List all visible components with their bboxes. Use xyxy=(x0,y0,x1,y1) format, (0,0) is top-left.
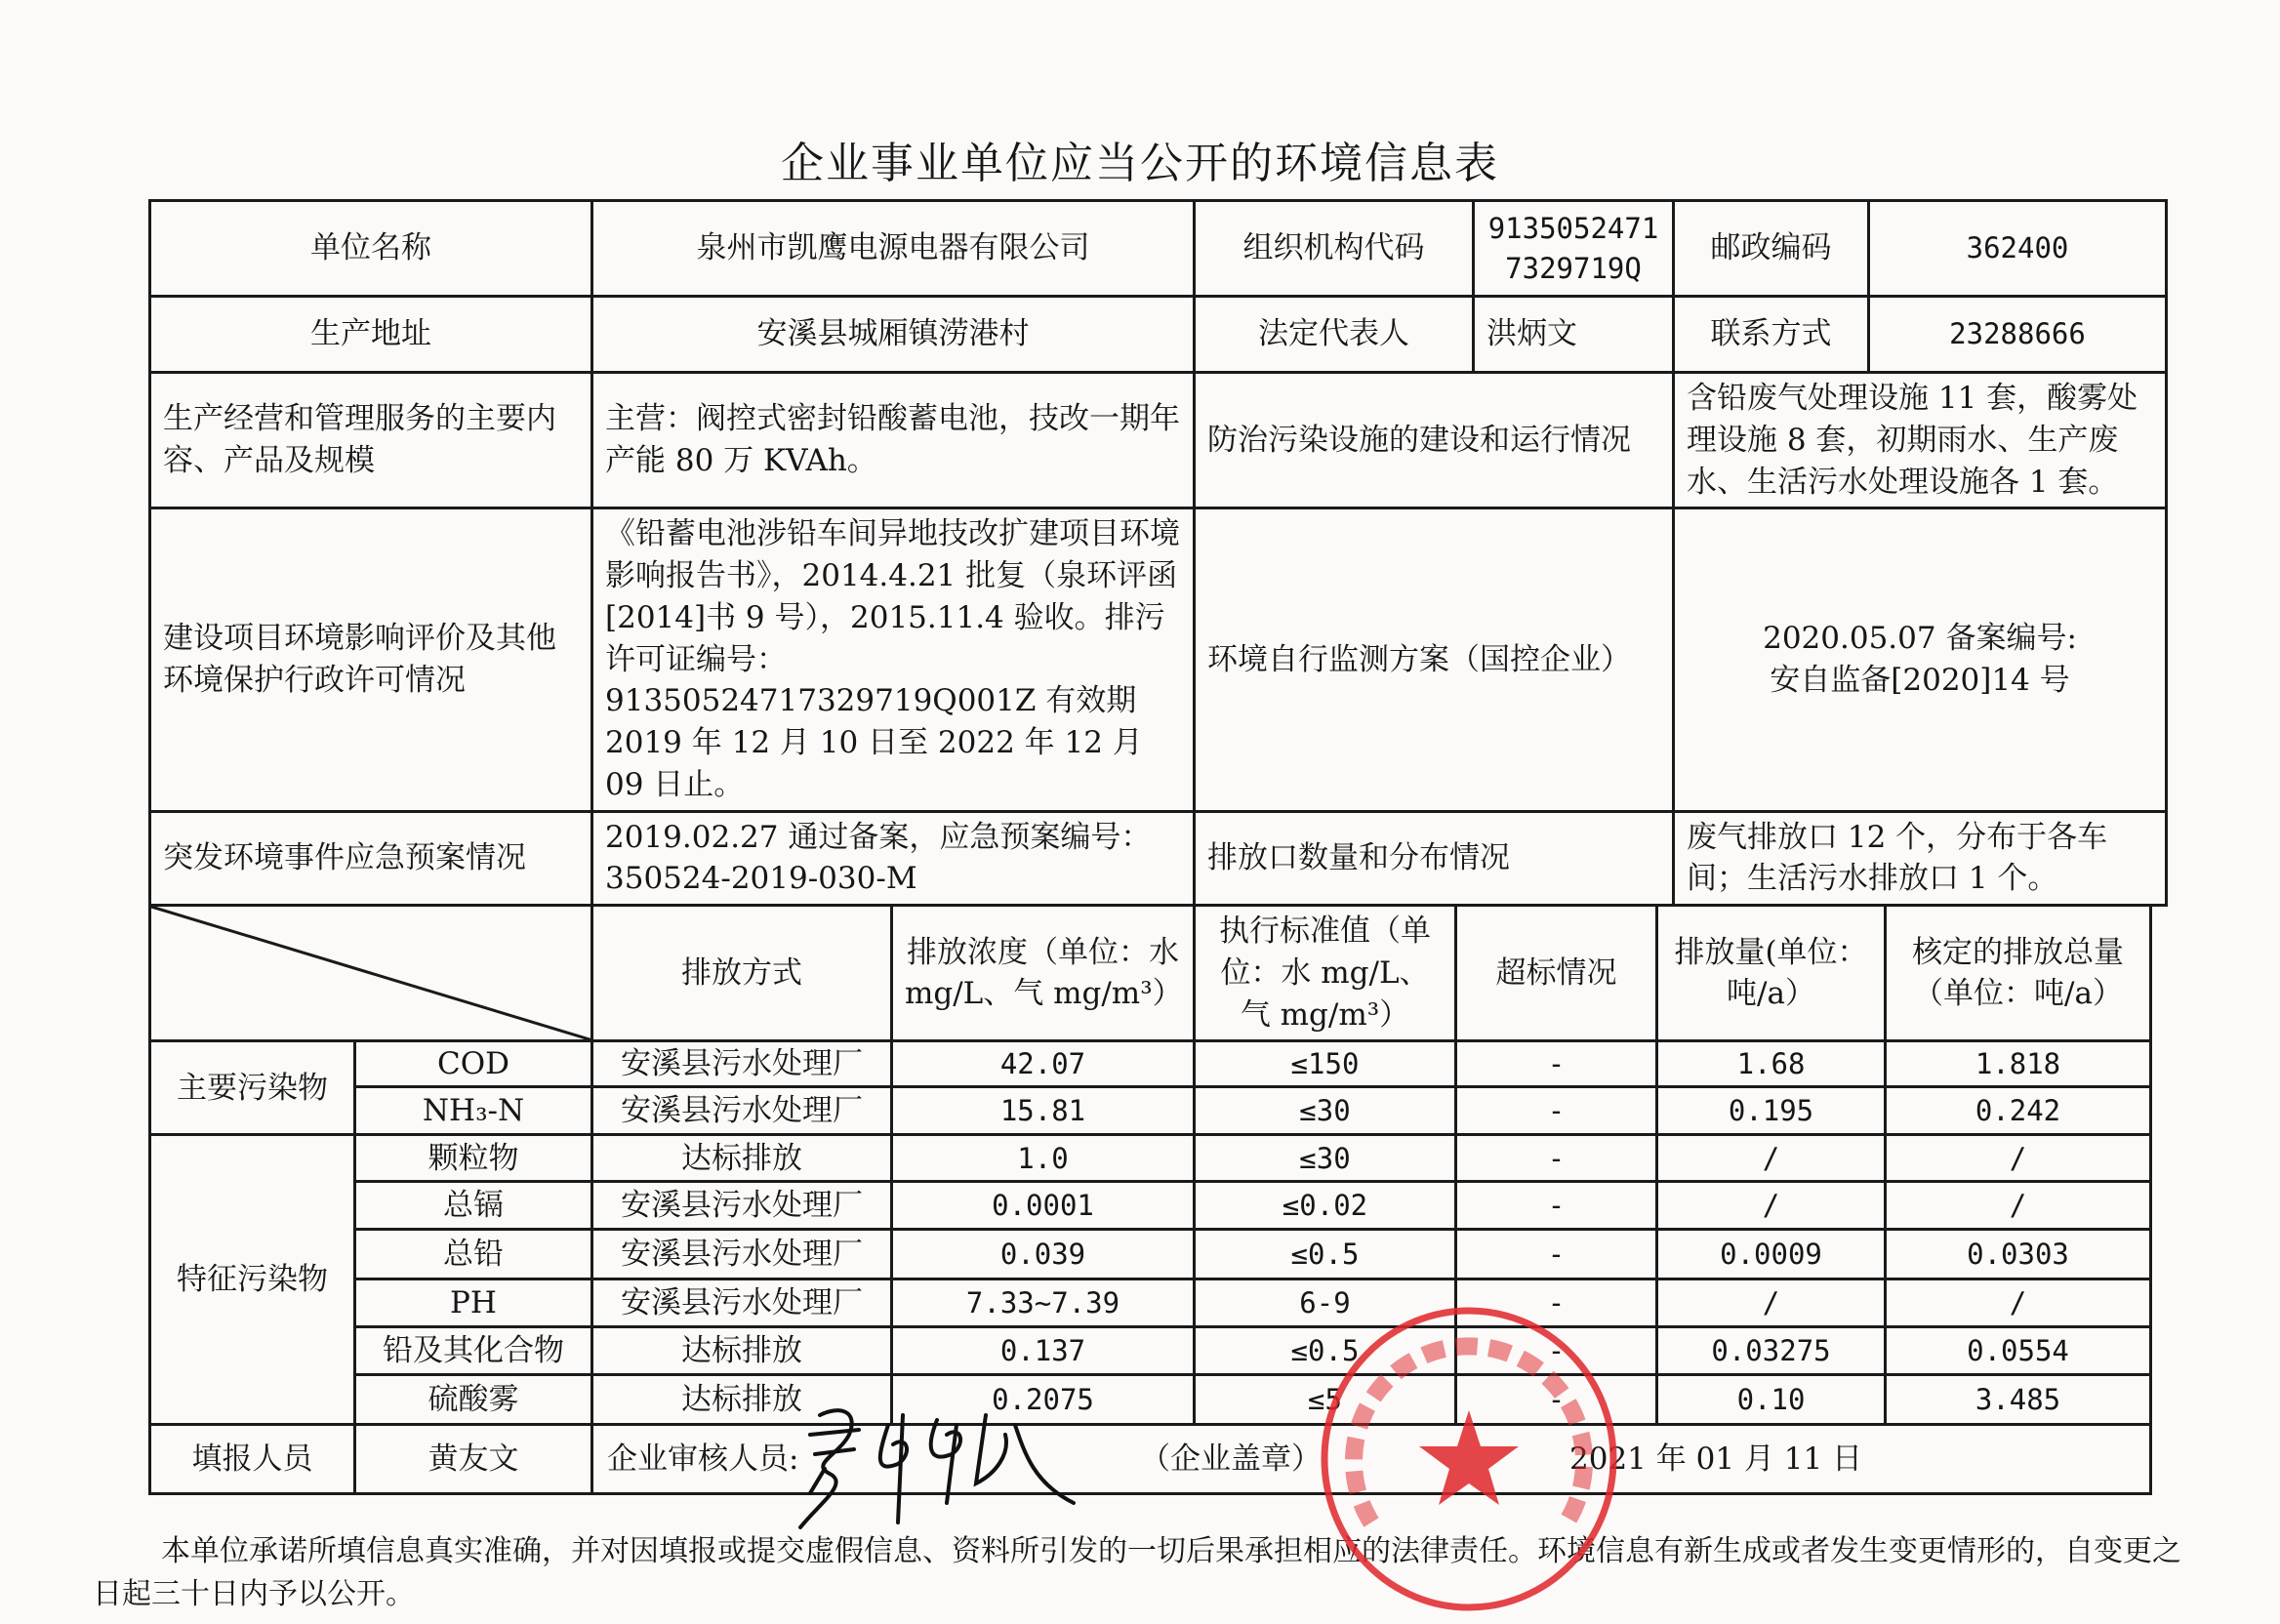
pollutant-name: 总铅 xyxy=(355,1230,592,1279)
pollutant-name: 铅及其化合物 xyxy=(355,1327,592,1375)
approved-total: 1.818 xyxy=(1886,1041,2151,1087)
pollutant-row xyxy=(150,1041,2151,1087)
exceed-status: - xyxy=(1456,1041,1657,1087)
pollutant-name: COD xyxy=(355,1041,592,1087)
discharge-amount: 0.10 xyxy=(1657,1375,1886,1425)
standard-value: ≤150 xyxy=(1195,1041,1456,1087)
exceed-status: - xyxy=(1456,1327,1657,1375)
eia-details: 《铅蓄电池涉铅车间异地技改扩建项目环境影响报告书》，2014.4.21 批复（泉环评函[2014]书 9 号），2015.11.4 验收。排污许可证编号：91350524717329719Q001Z 有效期 2019 年 12 月 10 日至 2022 年 12 月 09 日止。 xyxy=(592,508,1195,811)
monitoring-details xyxy=(1674,508,2167,811)
exceed-status: - xyxy=(1456,1182,1657,1230)
org-code-line1: 9135052471 xyxy=(1487,212,1659,246)
concentration: 1.0 xyxy=(892,1135,1195,1182)
group-main-pollutants: 主要污染物 xyxy=(150,1041,355,1135)
discharge-method: 安溪县污水处理厂 xyxy=(592,1230,892,1279)
exceed-status: - xyxy=(1456,1135,1657,1182)
pollutant-name: 总镉 xyxy=(355,1182,592,1230)
approved-total: 0.0303 xyxy=(1886,1230,2151,1279)
discharge-method: 安溪县污水处理厂 xyxy=(592,1182,892,1230)
org-code-label: 组织机构代码 xyxy=(1195,201,1474,297)
pollutant-name: 颗粒物 xyxy=(355,1135,592,1182)
concentration: 0.0001 xyxy=(892,1182,1195,1230)
business: 主营：阀控式密封铅酸蓄电池，技改一期年产能 80 万 KVAh。 xyxy=(592,373,1195,508)
approved-total: / xyxy=(1886,1182,2151,1230)
discharge-method: 达标排放 xyxy=(592,1375,892,1425)
standard-value: ≤0.02 xyxy=(1195,1182,1456,1230)
discharge-method: 安溪县污水处理厂 xyxy=(592,1087,892,1135)
seal-label: （企业盖章） xyxy=(1140,1441,1322,1478)
org-code-line2: 7329719Q xyxy=(1505,251,1642,285)
discharge-method: 达标排放 xyxy=(592,1327,892,1375)
header-exceed: 超标情况 xyxy=(1456,906,1657,1041)
signoff-cell xyxy=(592,1425,2151,1494)
concentration: 42.07 xyxy=(892,1041,1195,1087)
header-approved: 核定的排放总量（单位：吨/a） xyxy=(1886,906,2151,1041)
monitoring-line1: 2020.05.07 备案编号: xyxy=(1763,621,2077,657)
exceed-status: - xyxy=(1456,1375,1657,1425)
pollutant-row xyxy=(150,1135,2151,1182)
header-concentration: 排放浓度（单位：水 mg/L、气 mg/m³） xyxy=(892,906,1195,1041)
org-code xyxy=(1474,201,1674,297)
concentration: 0.039 xyxy=(892,1230,1195,1279)
pollutant-table xyxy=(148,904,2152,1495)
pollutant-name: 硫酸雾 xyxy=(355,1375,592,1425)
discharge-amount: 0.195 xyxy=(1657,1087,1886,1135)
filler-name: 黄友文 xyxy=(355,1425,592,1494)
discharge-amount: / xyxy=(1657,1279,1886,1327)
standard-value: ≤30 xyxy=(1195,1087,1456,1135)
outlets-details: 废气排放口 12 个，分布于各车间；生活污水排放口 1 个。 xyxy=(1674,811,2167,906)
standard-value: ≤5 xyxy=(1195,1375,1456,1425)
discharge-amount: / xyxy=(1657,1135,1886,1182)
approved-total: 0.242 xyxy=(1886,1087,2151,1135)
discharge-method: 达标排放 xyxy=(592,1135,892,1182)
pollutant-row xyxy=(150,1087,2151,1135)
approved-total: / xyxy=(1886,1135,2151,1182)
pollutant-name: NH₃-N xyxy=(355,1087,592,1135)
exceed-status: - xyxy=(1456,1230,1657,1279)
reviewer-label: 企业审核人员: xyxy=(607,1441,799,1478)
exceed-status: - xyxy=(1456,1087,1657,1135)
standard-value: ≤0.5 xyxy=(1195,1327,1456,1375)
contact: 23288666 xyxy=(1869,297,2167,373)
facilities-label: 防治污染设施的建设和运行情况 xyxy=(1195,373,1674,508)
address: 安溪县城厢镇涝港村 xyxy=(592,297,1195,373)
monitoring-line2: 安自监备[2020]14 号 xyxy=(1770,662,2070,698)
pollutant-name: PH xyxy=(355,1279,592,1327)
basic-info-table xyxy=(148,199,2168,907)
unit-name: 泉州市凯鹰电源电器有限公司 xyxy=(592,201,1195,297)
footer-statement: 本单位承诺所填信息真实准确，并对因填报或提交虚假信息、资料所引发的一切后果承担相应的法律责任。环境信息有新生成或者发生变更情形的，自变更之日起三十日内予以公开。 xyxy=(93,1534,2181,1611)
discharge-amount: 0.0009 xyxy=(1657,1230,1886,1279)
concentration: 7.33~7.39 xyxy=(892,1279,1195,1327)
concentration: 0.2075 xyxy=(892,1375,1195,1425)
discharge-method: 安溪县污水处理厂 xyxy=(592,1279,892,1327)
postal-label: 邮政编码 xyxy=(1674,201,1869,297)
approved-total: 3.485 xyxy=(1886,1375,2151,1425)
discharge-method: 安溪县污水处理厂 xyxy=(592,1041,892,1087)
legal-rep-label: 法定代表人 xyxy=(1195,297,1474,373)
pollutant-row xyxy=(150,1327,2151,1375)
concentration: 0.137 xyxy=(892,1327,1195,1375)
pollutant-row xyxy=(150,1230,2151,1279)
business-label: 生产经营和管理服务的主要内容、产品及规模 xyxy=(150,373,592,508)
pollutant-row xyxy=(150,1279,2151,1327)
unit-name-label: 单位名称 xyxy=(150,201,592,297)
exceed-status: - xyxy=(1456,1279,1657,1327)
sign-date: 2021 年 01 月 11 日 xyxy=(1569,1441,1863,1478)
document-title: 企业事业单位应当公开的环境信息表 xyxy=(781,139,1499,188)
standard-value: ≤30 xyxy=(1195,1135,1456,1182)
diagonal-header-cell xyxy=(150,906,592,1041)
concentration: 15.81 xyxy=(892,1087,1195,1135)
postal-code: 362400 xyxy=(1869,201,2167,297)
standard-value: 6-9 xyxy=(1195,1279,1456,1327)
approved-total: 0.0554 xyxy=(1886,1327,2151,1375)
contact-label: 联系方式 xyxy=(1674,297,1869,373)
pollutant-row xyxy=(150,1182,2151,1230)
standard-value: ≤0.5 xyxy=(1195,1230,1456,1279)
discharge-amount: / xyxy=(1657,1182,1886,1230)
pollutant-row xyxy=(150,1375,2151,1425)
emergency-details: 2019.02.27 通过备案，应急预案编号：350524-2019-030-M xyxy=(592,811,1195,906)
outlets-label: 排放口数量和分布情况 xyxy=(1195,811,1674,906)
discharge-amount: 0.03275 xyxy=(1657,1327,1886,1375)
header-standard: 执行标准值（单位：水 mg/L、气 mg/m³） xyxy=(1195,906,1456,1041)
header-amount: 排放量(单位：吨/a） xyxy=(1657,906,1886,1041)
eia-label: 建设项目环境影响评价及其他环境保护行政许可情况 xyxy=(150,508,592,811)
emergency-label: 突发环境事件应急预案情况 xyxy=(150,811,592,906)
monitoring-label: 环境自行监测方案（国控企业） xyxy=(1195,508,1674,811)
approved-total: / xyxy=(1886,1279,2151,1327)
facilities: 含铅废气处理设施 11 套，酸雾处理设施 8 套，初期雨水、生产废水、生活污水处理设施各 1 套。 xyxy=(1674,373,2167,508)
legal-rep: 洪炳文 xyxy=(1474,297,1674,373)
header-method: 排放方式 xyxy=(592,906,892,1041)
address-label: 生产地址 xyxy=(150,297,592,373)
discharge-amount: 1.68 xyxy=(1657,1041,1886,1087)
group-characteristic-pollutants: 特征污染物 xyxy=(150,1135,355,1425)
filler-label: 填报人员 xyxy=(150,1425,355,1494)
